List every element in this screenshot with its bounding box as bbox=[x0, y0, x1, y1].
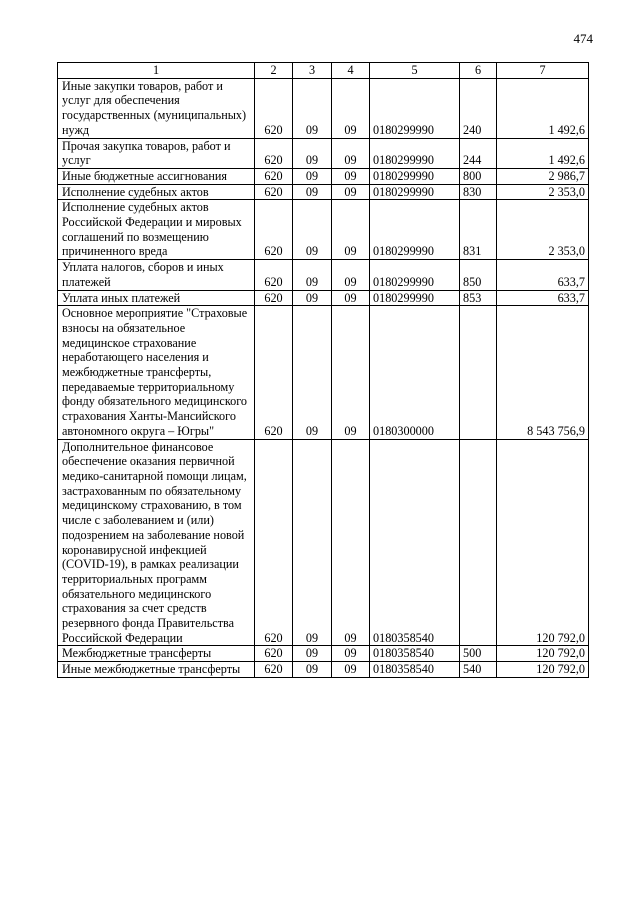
row-csr: 0180299990 bbox=[370, 260, 460, 290]
row-vr bbox=[460, 306, 497, 439]
row-rz: 09 bbox=[293, 138, 332, 168]
row-rz: 09 bbox=[293, 200, 332, 260]
row-pr: 09 bbox=[332, 138, 370, 168]
row-sum: 2 986,7 bbox=[497, 168, 589, 184]
table-row bbox=[58, 260, 589, 290]
row-ved: 620 bbox=[255, 306, 293, 439]
budget-table bbox=[57, 62, 589, 678]
row-name: Уплата налогов, сборов и иных платежей bbox=[58, 260, 255, 290]
column-header: 7 bbox=[497, 63, 589, 79]
row-pr: 09 bbox=[332, 184, 370, 200]
row-vr: 853 bbox=[460, 290, 497, 306]
row-sum: 1 492,6 bbox=[497, 78, 589, 138]
row-vr: 850 bbox=[460, 260, 497, 290]
row-pr: 09 bbox=[332, 260, 370, 290]
row-sum: 120 792,0 bbox=[497, 439, 589, 646]
table-row bbox=[58, 138, 589, 168]
row-name: Уплата иных платежей bbox=[58, 290, 255, 306]
row-vr: 240 bbox=[460, 78, 497, 138]
row-pr: 09 bbox=[332, 662, 370, 678]
row-vr: 244 bbox=[460, 138, 497, 168]
row-ved: 620 bbox=[255, 78, 293, 138]
row-rz: 09 bbox=[293, 168, 332, 184]
table-row bbox=[58, 662, 589, 678]
row-sum: 2 353,0 bbox=[497, 184, 589, 200]
table-row bbox=[58, 290, 589, 306]
row-csr: 0180300000 bbox=[370, 306, 460, 439]
row-csr: 0180299990 bbox=[370, 138, 460, 168]
table-row bbox=[58, 168, 589, 184]
row-rz: 09 bbox=[293, 78, 332, 138]
column-header: 1 bbox=[58, 63, 255, 79]
row-name: Дополнительное финансовое обеспечение оказания первичной медико-санитарной помощи лицам, застрахованным по обязательному медицинскому страхованию, в том числе с заболеванием и (или) подозрением на заболевание новой коронавирусной инфекцией (COVID-19), в рамках реализации территориальных программ обязательного медицинского страхования за счет средств резервного фонда Правительства Российской Федерации bbox=[58, 439, 255, 646]
row-ved: 620 bbox=[255, 662, 293, 678]
row-csr: 0180299990 bbox=[370, 184, 460, 200]
row-sum: 120 792,0 bbox=[497, 646, 589, 662]
row-sum: 120 792,0 bbox=[497, 662, 589, 678]
row-pr: 09 bbox=[332, 200, 370, 260]
row-csr: 0180299990 bbox=[370, 200, 460, 260]
row-ved: 620 bbox=[255, 439, 293, 646]
table-row bbox=[58, 184, 589, 200]
row-ved: 620 bbox=[255, 168, 293, 184]
row-name: Иные бюджетные ассигнования bbox=[58, 168, 255, 184]
row-csr: 0180299990 bbox=[370, 78, 460, 138]
row-sum: 2 353,0 bbox=[497, 200, 589, 260]
row-vr: 540 bbox=[460, 662, 497, 678]
page-number: 474 bbox=[573, 31, 593, 46]
row-pr: 09 bbox=[332, 646, 370, 662]
row-vr: 831 bbox=[460, 200, 497, 260]
row-rz: 09 bbox=[293, 646, 332, 662]
row-rz: 09 bbox=[293, 184, 332, 200]
table-row bbox=[58, 306, 589, 439]
row-ved: 620 bbox=[255, 138, 293, 168]
row-name: Прочая закупка товаров, работ и услуг bbox=[58, 138, 255, 168]
row-sum: 8 543 756,9 bbox=[497, 306, 589, 439]
row-name: Межбюджетные трансферты bbox=[58, 646, 255, 662]
row-pr: 09 bbox=[332, 306, 370, 439]
row-ved: 620 bbox=[255, 260, 293, 290]
column-header: 3 bbox=[293, 63, 332, 79]
column-header: 5 bbox=[370, 63, 460, 79]
row-rz: 09 bbox=[293, 662, 332, 678]
row-pr: 09 bbox=[332, 290, 370, 306]
row-pr: 09 bbox=[332, 439, 370, 646]
row-rz: 09 bbox=[293, 260, 332, 290]
table-row bbox=[58, 78, 589, 138]
row-csr: 0180299990 bbox=[370, 290, 460, 306]
row-csr: 0180299990 bbox=[370, 168, 460, 184]
table-row bbox=[58, 439, 589, 646]
row-ved: 620 bbox=[255, 646, 293, 662]
row-sum: 633,7 bbox=[497, 290, 589, 306]
row-sum: 633,7 bbox=[497, 260, 589, 290]
table-row bbox=[58, 200, 589, 260]
row-name: Основное мероприятие "Страховые взносы на обязательное медицинское страхование неработающего населения и межбюджетные трансферты, передаваемые территориальному фонду обязательного медицинского страхования Ханты-Мансийского автономного округа – Югры" bbox=[58, 306, 255, 439]
row-vr: 800 bbox=[460, 168, 497, 184]
row-rz: 09 bbox=[293, 306, 332, 439]
row-csr: 0180358540 bbox=[370, 646, 460, 662]
row-name: Исполнение судебных актов Российской Федерации и мировых соглашений по возмещению причиненного вреда bbox=[58, 200, 255, 260]
row-rz: 09 bbox=[293, 439, 332, 646]
row-rz: 09 bbox=[293, 290, 332, 306]
row-vr: 500 bbox=[460, 646, 497, 662]
row-ved: 620 bbox=[255, 184, 293, 200]
column-header: 6 bbox=[460, 63, 497, 79]
column-header: 4 bbox=[332, 63, 370, 79]
table-header-row bbox=[58, 63, 589, 79]
row-vr: 830 bbox=[460, 184, 497, 200]
table-row bbox=[58, 646, 589, 662]
row-pr: 09 bbox=[332, 168, 370, 184]
row-sum: 1 492,6 bbox=[497, 138, 589, 168]
row-pr: 09 bbox=[332, 78, 370, 138]
row-vr bbox=[460, 439, 497, 646]
row-name: Иные закупки товаров, работ и услуг для обеспечения государственных (муниципальных) нужд bbox=[58, 78, 255, 138]
row-csr: 0180358540 bbox=[370, 662, 460, 678]
row-name: Исполнение судебных актов bbox=[58, 184, 255, 200]
row-name: Иные межбюджетные трансферты bbox=[58, 662, 255, 678]
row-csr: 0180358540 bbox=[370, 439, 460, 646]
row-ved: 620 bbox=[255, 200, 293, 260]
row-ved: 620 bbox=[255, 290, 293, 306]
column-header: 2 bbox=[255, 63, 293, 79]
